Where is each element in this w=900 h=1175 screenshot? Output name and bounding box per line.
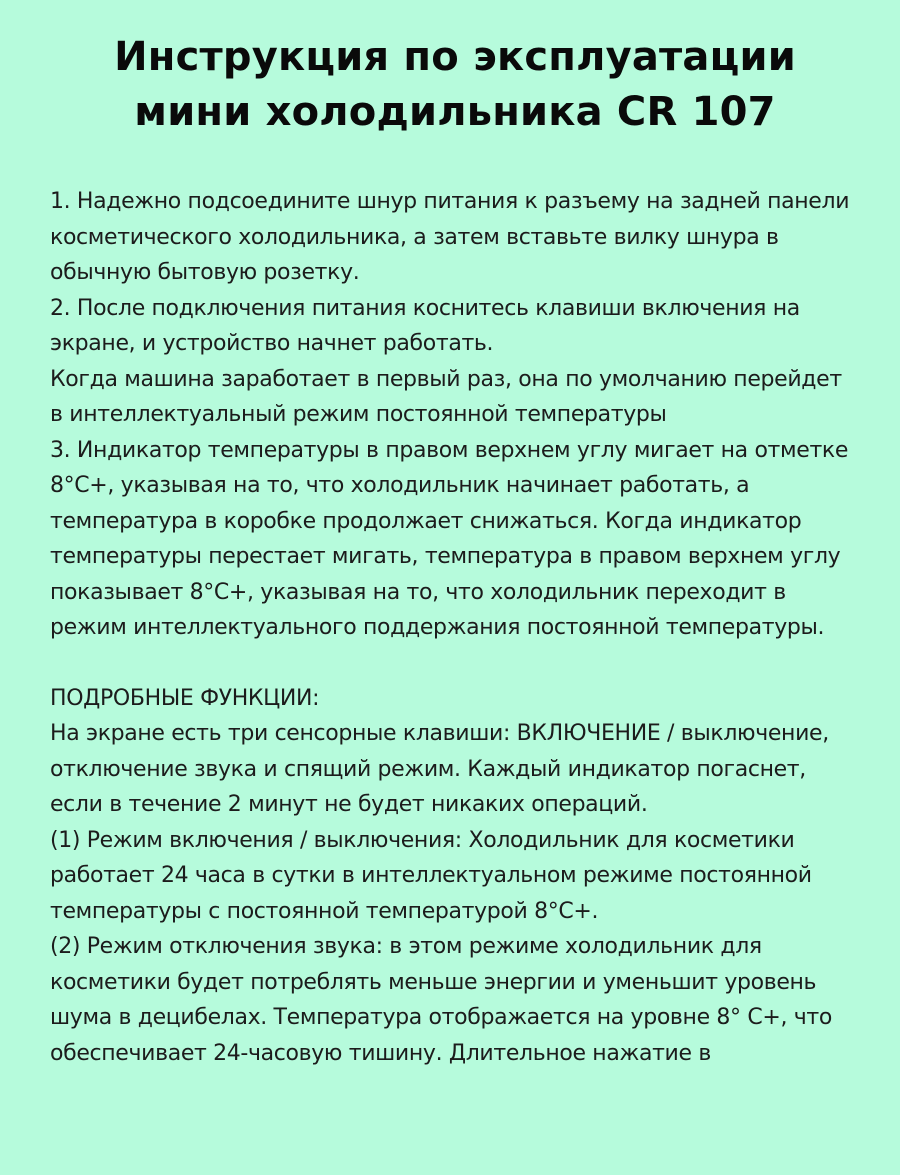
- mode-2-text: (2) Режим отключения звука: в этом режиме холодильник для косметики будет потреблять меньше энергии и уменьшит уровень шума в децибелах. Температура отображается на уровне 8° C+, что обеспечивает 24-часовую тишину. Длительное нажатие в: [50, 934, 832, 1066]
- title-line-1: Инструкция по эксплуатации: [114, 34, 796, 80]
- step-2-note: Когда машина заработает в первый раз, она по умолчанию перейдет в интеллектуальный режим постоянной температуры: [50, 366, 842, 427]
- instruction-body: [50, 184, 860, 1071]
- functions-heading: ПОДРОБНЫЕ ФУНКЦИИ:: [50, 685, 320, 711]
- title-line-2: мини холодильника CR 107: [134, 89, 776, 135]
- mode-1-text: (1) Режим включения / выключения: Холодильник для косметики работает 24 часа в сутки в интеллектуальном режиме постоянной температуры с постоянной температурой 8°C+.: [50, 827, 812, 924]
- step-1-text: 1. Надежно подсоедините шнур питания к разъему на задней панели косметического холодильника, а затем вставьте вилку шнура в обычную бытовую розетку.: [50, 189, 850, 285]
- functions-intro: На экране есть три сенсорные клавиши: ВКЛЮЧЕНИЕ / выключение, отключение звука и спящий режим. Каждый индикатор погаснет, если в течение 2 минут не будет никаких операций.: [50, 721, 829, 817]
- step-2-text: 2. После подключения питания коснитесь клавиши включения на экране, и устройство начнет работать.: [50, 295, 800, 356]
- section-divider-space: [50, 646, 860, 681]
- step-3-text: 3. Индикатор температуры в правом верхнем углу мигает на отметке 8°C+, указывая на то, что холодильник начинает работать, а температура в коробке продолжает снижаться. Когда индикатор температуры перестает мигать, температура в правом верхнем углу показывает 8°C+, указывая на то, что холодильник переходит в режим интеллектуального поддержания постоянной температуры.: [50, 437, 849, 640]
- page-title: [50, 0, 860, 140]
